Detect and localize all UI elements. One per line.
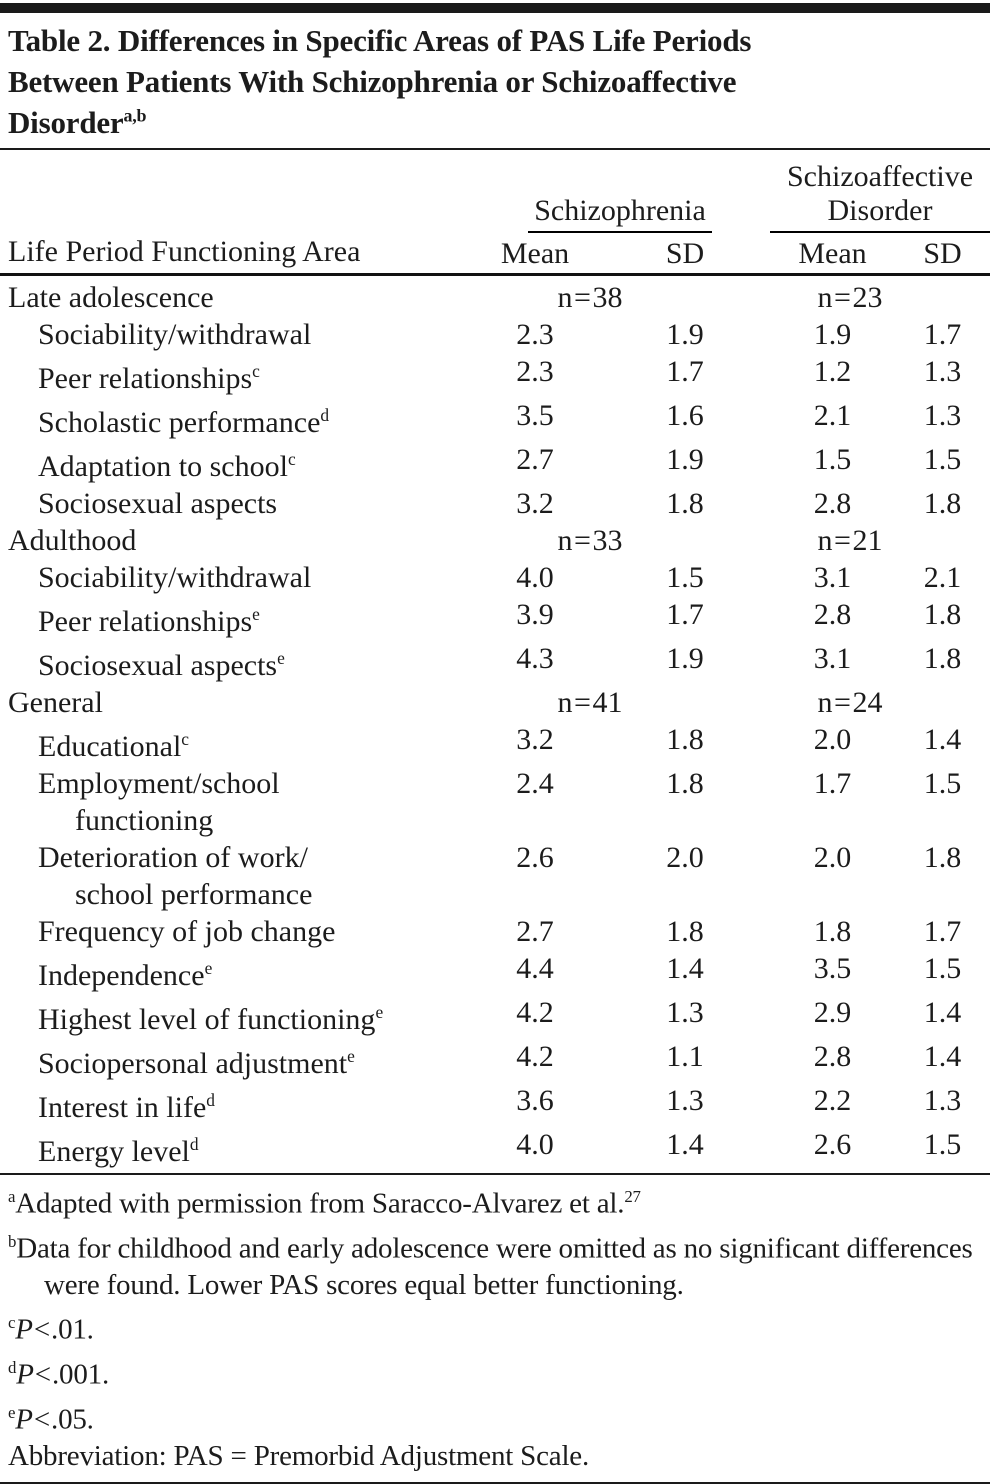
footnote-marker: b <box>8 1231 17 1251</box>
row-label-continuation: school performance <box>75 878 313 911</box>
value-cell-3: 2.9 <box>813 996 852 1029</box>
row-label-text: Employment/school <box>38 767 280 800</box>
value-cell-1: 2.4 <box>516 767 554 800</box>
value-cell-1: 3.2 <box>516 723 554 756</box>
footnote-text: Adapted with permission from Saracco-Alvarez et al. <box>15 1187 625 1220</box>
table-row <box>0 839 990 913</box>
value-cell-3: 2.2 <box>813 1084 852 1117</box>
table-body <box>0 275 990 1175</box>
table-row <box>0 596 990 640</box>
stub-header: Life Period Functioning Area <box>0 149 470 275</box>
row-label-superscript: c <box>287 449 296 469</box>
table-row <box>0 441 990 485</box>
value-cell-4: 1.8 <box>923 642 962 675</box>
section-label: General <box>8 686 103 719</box>
footnote-text: Abbreviation: PAS = Premorbid Adjustment Scale. <box>8 1440 590 1473</box>
table-row <box>0 913 990 950</box>
value-cell-2: 1.6 <box>666 399 704 432</box>
row-label-superscript: e <box>277 648 285 668</box>
table-row <box>0 316 990 353</box>
value-cell-3: 1.5 <box>813 443 852 476</box>
value-cell-1: 3.2 <box>516 487 554 520</box>
title-superscript: a,b <box>123 105 147 126</box>
footnote-text: < .05. <box>32 1403 94 1436</box>
value-cell-4: 1.4 <box>923 996 962 1029</box>
footnote-abbreviation <box>8 1438 982 1475</box>
value-cell-1: 4.2 <box>516 1040 554 1073</box>
row-label-superscript: c <box>181 729 190 749</box>
row-label-text: Highest level of functioning <box>38 1003 376 1036</box>
row-label-superscript: d <box>189 1134 199 1154</box>
row-label-text: Scholastic performance <box>38 406 321 439</box>
section-n-value-2: n = 23 <box>817 281 883 314</box>
table-row <box>0 950 990 994</box>
table-row <box>0 640 990 684</box>
value-cell-2: 1.4 <box>666 1128 704 1161</box>
row-label-superscript: c <box>252 361 260 381</box>
row-label-text: Sociability/withdrawal <box>38 561 312 594</box>
value-cell-1: 3.9 <box>516 598 554 631</box>
col-header-mean-1: Mean <box>470 233 600 275</box>
value-cell-1: 2.7 <box>516 443 554 476</box>
value-cell-2: 1.3 <box>666 996 704 1029</box>
value-cell-3: 1.7 <box>813 767 852 800</box>
value-cell-4: 1.5 <box>923 1128 962 1161</box>
row-label-text: Peer relationships <box>38 605 253 638</box>
col-header-sd-2: SD <box>895 233 990 275</box>
value-cell-3: 2.8 <box>813 1040 852 1073</box>
value-cell-3: 1.8 <box>813 915 852 948</box>
value-cell-2: 1.1 <box>666 1040 704 1073</box>
value-cell-3: 1.2 <box>813 355 852 388</box>
value-cell-2: 2.0 <box>666 841 704 874</box>
row-label-continuation: functioning <box>75 804 214 837</box>
value-cell-4: 1.3 <box>923 1084 962 1117</box>
row-label-text: Sociosexual aspects <box>38 487 278 520</box>
page <box>0 3 990 1473</box>
value-cell-2: 1.4 <box>666 952 704 985</box>
group-header-schizoaffective <box>770 149 990 233</box>
table-row <box>0 559 990 596</box>
footnote-italic-text: P <box>15 1403 33 1436</box>
row-label-cell <box>0 950 470 994</box>
row-label-cell <box>0 765 470 839</box>
value-cell-4: 1.7 <box>923 318 962 351</box>
row-label-cell <box>0 640 470 684</box>
row-label-cell <box>0 913 470 950</box>
section-row <box>0 275 990 317</box>
section-n-value-1: n = 41 <box>557 686 623 719</box>
value-cell-4: 1.8 <box>923 487 962 520</box>
row-label-superscript: e <box>204 958 213 978</box>
table-header <box>0 149 990 275</box>
section-row <box>0 684 990 721</box>
row-label-text: Adaptation to school <box>38 450 288 483</box>
title-line-2: Between Patients With Schizophrenia or Schizoaffective <box>8 64 737 99</box>
row-label-cell <box>0 839 470 913</box>
row-label-cell <box>0 1038 470 1082</box>
footnote-marker: c <box>8 1313 16 1333</box>
group-header-row <box>0 149 990 233</box>
row-label-cell <box>0 1126 470 1174</box>
value-cell-4: 1.8 <box>923 841 962 874</box>
row-label-text: Educational <box>38 730 182 763</box>
footnote-text: Data for childhood and early adolescence were omitted as no significant differences were found. Lower PAS scores equal better functioning. <box>16 1232 973 1302</box>
value-cell-3: 2.8 <box>813 598 852 631</box>
row-label-text: Interest in life <box>38 1091 207 1124</box>
value-cell-2: 1.8 <box>666 915 704 948</box>
table-row <box>0 485 990 522</box>
group-label-schizophrenia: Schizophrenia <box>528 194 712 233</box>
row-label-text: Peer relationships <box>38 362 253 395</box>
value-cell-3: 2.0 <box>813 723 852 756</box>
table-row <box>0 1082 990 1126</box>
value-cell-4: 2.1 <box>923 561 962 594</box>
value-cell-2: 1.9 <box>666 443 704 476</box>
table-row <box>0 353 990 397</box>
footnote-a <box>8 1178 982 1223</box>
footnote-marker: a <box>8 1187 16 1206</box>
value-cell-2: 1.3 <box>666 1084 704 1117</box>
value-cell-3: 2.0 <box>813 841 852 874</box>
table-row <box>0 397 990 441</box>
table-title <box>0 13 990 148</box>
footnote-text: < .01. <box>32 1313 94 1346</box>
row-label-superscript: d <box>320 405 330 425</box>
title-line-1: Table 2. Differences in Specific Areas of PAS Life Periods <box>8 23 752 58</box>
row-label-text: Sociosexual aspects <box>38 649 278 682</box>
data-table <box>0 148 990 1175</box>
row-label-cell <box>0 485 470 522</box>
row-label-superscript: e <box>375 1002 384 1022</box>
table-row <box>0 765 990 839</box>
value-cell-2: 1.5 <box>666 561 704 594</box>
footnote-superscript: 27 <box>624 1187 641 1206</box>
value-cell-4: 1.3 <box>923 355 962 388</box>
value-cell-3: 3.1 <box>813 561 852 594</box>
value-cell-3: 3.1 <box>813 642 852 675</box>
value-cell-2: 1.9 <box>666 318 704 351</box>
value-cell-2: 1.8 <box>666 487 704 520</box>
value-cell-4: 1.8 <box>923 598 962 631</box>
value-cell-2: 1.7 <box>666 598 704 631</box>
row-label-superscript: e <box>252 604 260 624</box>
col-header-sd-1: SD <box>600 233 770 275</box>
value-cell-2: 1.8 <box>666 723 704 756</box>
title-line-3-text: Disorder <box>8 105 124 140</box>
footnote-c <box>8 1304 982 1349</box>
section-n-value-1: n = 33 <box>557 524 623 557</box>
value-cell-1: 2.3 <box>516 318 554 351</box>
section-row <box>0 522 990 559</box>
row-label-cell <box>0 316 470 353</box>
table-row <box>0 1038 990 1082</box>
footnote-d <box>8 1349 982 1394</box>
row-label-text: Independence <box>38 959 205 992</box>
value-cell-1: 3.6 <box>516 1084 554 1117</box>
footnote-b <box>8 1223 982 1305</box>
table-row <box>0 1126 990 1174</box>
value-cell-3: 3.5 <box>813 952 852 985</box>
section-n-value-2: n = 24 <box>817 686 883 719</box>
section-label: Adulthood <box>8 524 137 557</box>
footnote-italic-text: P <box>16 1358 34 1391</box>
footnotes <box>0 1175 990 1475</box>
value-cell-4: 1.7 <box>923 915 962 948</box>
value-cell-4: 1.5 <box>923 767 962 800</box>
value-cell-4: 1.4 <box>923 1040 962 1073</box>
value-cell-3: 2.1 <box>813 399 852 432</box>
value-cell-1: 4.0 <box>516 1128 554 1161</box>
value-cell-1: 3.5 <box>516 399 554 432</box>
value-cell-1: 2.3 <box>516 355 554 388</box>
value-cell-1: 2.6 <box>516 841 554 874</box>
value-cell-3: 2.8 <box>813 487 852 520</box>
footnote-marker: e <box>8 1402 16 1422</box>
row-label-cell <box>0 441 470 485</box>
title-line-3 <box>8 102 982 143</box>
section-label: Late adolescence <box>8 281 214 314</box>
row-label-superscript: e <box>347 1046 355 1066</box>
value-cell-3: 2.6 <box>813 1128 852 1161</box>
row-label-cell <box>0 1082 470 1126</box>
row-label-cell <box>0 397 470 441</box>
value-cell-3: 1.9 <box>813 318 852 351</box>
col-header-mean-2: Mean <box>770 233 895 275</box>
value-cell-2: 1.8 <box>666 767 704 800</box>
value-cell-1: 4.3 <box>516 642 554 675</box>
footnote-e <box>8 1394 982 1439</box>
row-label-text: Sociopersonal adjustment <box>38 1047 348 1080</box>
group-label-schizoaffective: Schizoaffective Disorder <box>770 160 990 233</box>
row-label-superscript: d <box>206 1090 215 1110</box>
table-row <box>0 721 990 765</box>
top-rule-thick <box>0 3 990 13</box>
row-label-text: Deterioration of work/ <box>38 841 308 874</box>
value-cell-1: 4.0 <box>516 561 554 594</box>
value-cell-2: 1.9 <box>666 642 704 675</box>
group-header-schizophrenia <box>470 149 770 233</box>
section-n-value-2: n = 21 <box>817 524 883 557</box>
value-cell-4: 1.5 <box>923 952 962 985</box>
value-cell-4: 1.5 <box>923 443 962 476</box>
section-n-value-1: n = 38 <box>557 281 623 314</box>
row-label-cell <box>0 994 470 1038</box>
row-label-text: Frequency of job change <box>38 915 336 948</box>
value-cell-1: 2.7 <box>516 915 554 948</box>
value-cell-1: 4.2 <box>516 996 554 1029</box>
footnote-italic-text: P <box>15 1313 33 1346</box>
row-label-text: Sociability/withdrawal <box>38 318 312 351</box>
value-cell-1: 4.4 <box>516 952 554 985</box>
row-label-cell <box>0 353 470 397</box>
row-label-text: Energy level <box>38 1135 190 1168</box>
footnote-marker: d <box>8 1357 17 1377</box>
row-label-cell <box>0 721 470 765</box>
row-label-cell <box>0 559 470 596</box>
footnote-text: < .001. <box>33 1358 109 1391</box>
value-cell-2: 1.7 <box>666 355 704 388</box>
row-label-cell <box>0 596 470 640</box>
table-row <box>0 994 990 1038</box>
value-cell-4: 1.4 <box>923 723 962 756</box>
value-cell-4: 1.3 <box>923 399 962 432</box>
